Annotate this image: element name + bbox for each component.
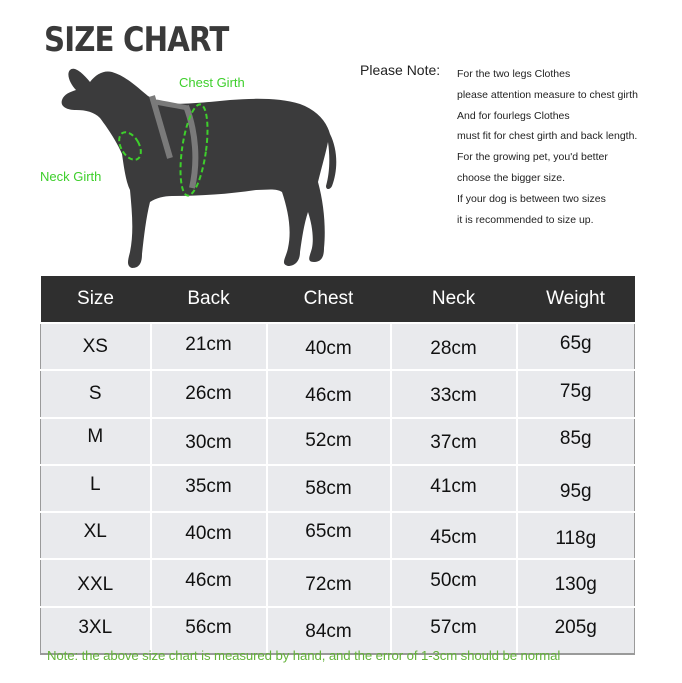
table-row: [41, 512, 635, 559]
table-cell: [151, 559, 267, 606]
cell-value: 95g: [559, 480, 592, 502]
cell-value: 118g: [555, 527, 597, 549]
cell-value: 33cm: [430, 384, 477, 406]
table-cell: [41, 559, 151, 606]
table-cell: [267, 559, 391, 606]
cell-value: 41cm: [430, 475, 477, 497]
table-cell: [41, 607, 151, 654]
note-line: For the growing pet, you'd better: [457, 151, 608, 164]
table-cell: [517, 418, 635, 465]
size-table: [40, 276, 635, 655]
table-header-row: [41, 276, 635, 323]
table-row: [41, 370, 635, 417]
cell-value: 45cm: [430, 526, 477, 548]
cell-value: 3XL: [78, 617, 113, 639]
cell-value: 65cm: [305, 520, 352, 542]
table-cell: [391, 512, 517, 559]
neck-girth-label: Neck Girth: [40, 169, 102, 184]
table-cell: [41, 465, 151, 512]
cell-value: XS: [82, 335, 108, 357]
table-cell: [517, 465, 635, 512]
table-cell: [391, 370, 517, 417]
cell-value: 57cm: [430, 617, 477, 639]
table-cell: [267, 465, 391, 512]
table-cell: [267, 323, 391, 370]
table-cell: [41, 370, 151, 417]
table-cell: [151, 607, 267, 654]
header-size: Size: [41, 276, 151, 323]
header-neck: Neck: [391, 276, 517, 323]
page-title: SIZE CHART: [44, 20, 229, 60]
cell-value: 46cm: [305, 384, 352, 406]
cell-value: 72cm: [305, 574, 352, 596]
cell-value: 37cm: [430, 432, 477, 454]
cell-value: 52cm: [305, 430, 352, 452]
table-cell: [151, 465, 267, 512]
note-line: must fit for chest girth and back length.: [457, 130, 638, 143]
table-cell: [517, 370, 635, 417]
cell-value: 26cm: [185, 382, 232, 404]
cell-value: 85g: [559, 428, 592, 450]
note-line: For the two legs Clothes: [457, 68, 571, 80]
cell-value: XXL: [77, 574, 114, 596]
footer-note: Note: the above size chart is measured by hand, and the error of 1-3cm should be normal: [47, 648, 561, 663]
cell-value: 205g: [554, 617, 597, 639]
table-row: [41, 465, 635, 512]
cell-value: 40cm: [185, 522, 232, 544]
note-lines: [457, 64, 638, 230]
table-cell: [267, 607, 391, 654]
table-cell: [391, 607, 517, 654]
table-cell: [391, 323, 517, 370]
table-cell: [151, 323, 267, 370]
cell-value: 75g: [559, 380, 592, 402]
table-cell: [267, 512, 391, 559]
cell-value: 21cm: [185, 333, 232, 355]
table-cell: [151, 512, 267, 559]
cell-value: 28cm: [430, 337, 477, 359]
note-line: If your dog is between two sizes: [457, 192, 606, 205]
header-chest: Chest: [267, 276, 391, 323]
cell-value: 56cm: [185, 617, 232, 639]
note-line: And for fourlegs Clothes: [457, 109, 570, 122]
cell-value: 130g: [554, 574, 597, 596]
cell-value: M: [87, 426, 104, 448]
header-weight: Weight: [517, 276, 635, 323]
table-cell: [517, 607, 635, 654]
cell-value: XL: [83, 520, 107, 542]
note-line: it is recommended to size up.: [457, 213, 594, 226]
table-cell: [151, 418, 267, 465]
table-row: [41, 607, 635, 654]
table-row: [41, 559, 635, 606]
note-line: choose the bigger size.: [457, 171, 565, 184]
cell-value: 30cm: [185, 432, 232, 454]
cell-value: 84cm: [305, 621, 352, 643]
note-line: please attention measure to chest girth: [457, 88, 638, 101]
cell-value: 35cm: [185, 475, 232, 497]
cell-value: S: [88, 382, 102, 404]
dog-silhouette-icon: [60, 62, 350, 274]
header-back: Back: [151, 276, 267, 323]
table-cell: [267, 418, 391, 465]
table-cell: [267, 370, 391, 417]
table-cell: [41, 323, 151, 370]
chest-girth-label: Chest Girth: [179, 75, 245, 90]
cell-value: 46cm: [185, 570, 232, 592]
table-row: [41, 418, 635, 465]
cell-value: 40cm: [305, 337, 352, 359]
table-cell: [517, 559, 635, 606]
table-cell: [391, 418, 517, 465]
cell-value: 50cm: [430, 570, 477, 592]
table-cell: [391, 559, 517, 606]
table-cell: [391, 465, 517, 512]
note-heading: Please Note:: [360, 62, 441, 78]
cell-value: L: [89, 473, 101, 495]
table-cell: [41, 512, 151, 559]
cell-value: 58cm: [305, 477, 352, 499]
table-cell: [41, 418, 151, 465]
table-cell: [151, 370, 267, 417]
table-cell: [517, 323, 635, 370]
table-row: [41, 323, 635, 370]
table-cell: [517, 512, 635, 559]
cell-value: 65g: [559, 332, 592, 354]
